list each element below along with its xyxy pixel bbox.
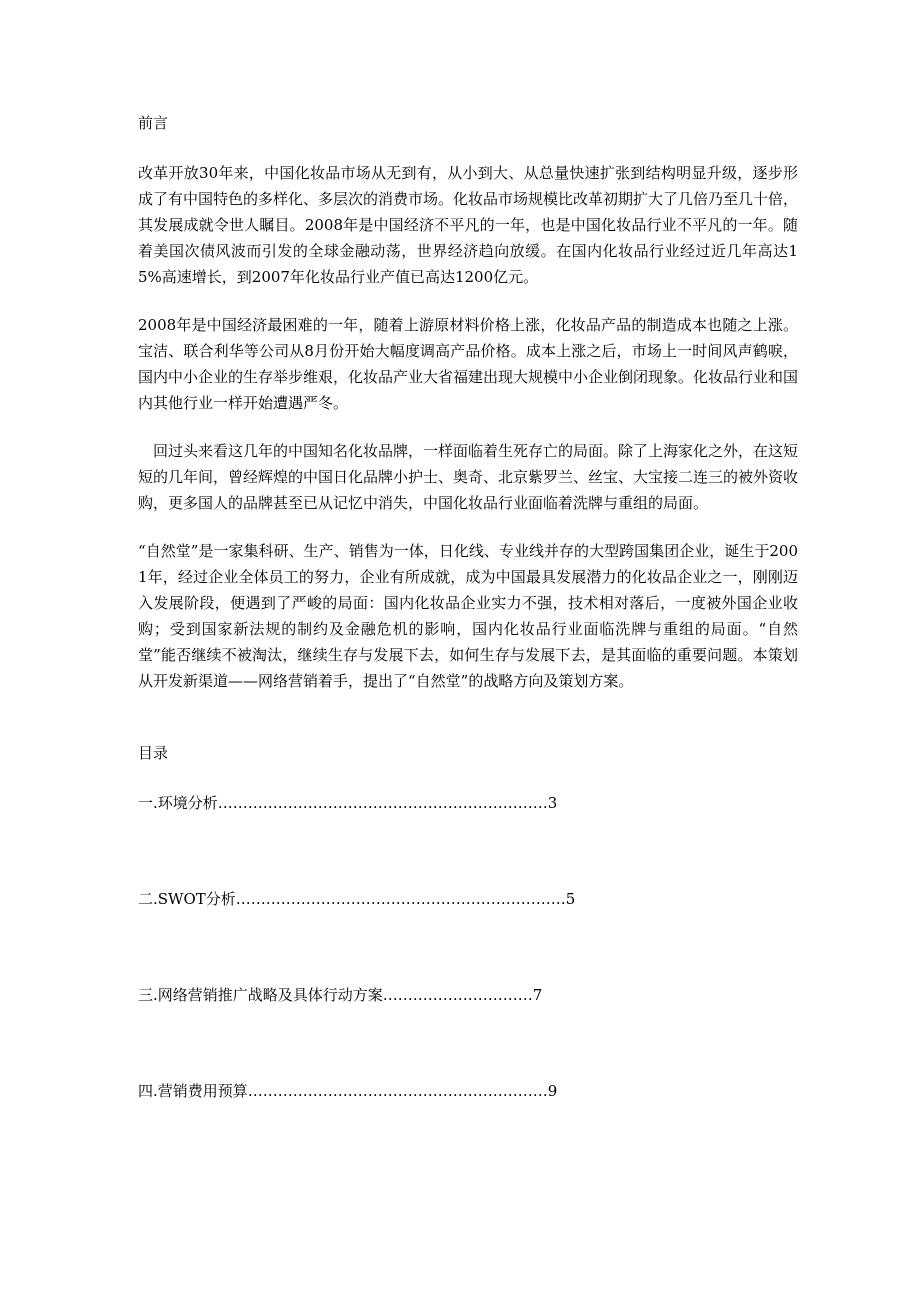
toc-item[interactable]: 二.SWOT分析…………………………………………………………5: [138, 890, 576, 908]
spacer: [138, 816, 798, 886]
document-page: [138, 110, 798, 1104]
preface-paragraph-2: 2008年是中国经济最困难的一年，随着上游原材料价格上涨，化妆品产品的制造成本也随之上涨。宝洁、联合利华等公司从8月份开始大幅度调高产品价格。成本上涨之后，市场上一时间风声鹤唳，国内中小企业的生存举步维艰，化妆品产业大省福建出现大规模中小企业倒闭现象。化妆品行业和国内其他行业一样开始遭遇严冬。: [138, 316, 799, 412]
toc-heading: 目录: [138, 744, 169, 762]
toc-item[interactable]: 三.网络营销推广战略及具体行动方案…………………………7: [138, 986, 543, 1004]
toc-item[interactable]: 一.环境分析…………………………………………………………3: [138, 794, 558, 812]
spacer: [138, 136, 798, 160]
preface-paragraph-1: 改革开放30年来，中国化妆品市场从无到有，从小到大、从总量快速扩张到结构明显升级，逐步形成了有中国特色的多样化、多层次的消费市场。化妆品市场规模比改革初期扩大了几倍乃至几十倍，其发展成就令世人瞩目。2008年是中国经济不平凡的一年，也是中国化妆品行业不平凡的一年。随着美国次债风波而引发的全球金融动荡，世界经济趋向放缓。在国内化妆品行业经过近几年高达15%高速增长，到2007年化妆品行业产值已高达1200亿元。: [138, 164, 799, 286]
spacer: [138, 416, 798, 438]
preface-heading: 前言: [138, 114, 169, 132]
toc-item[interactable]: 四.营销费用预算……………………………………………………9: [138, 1082, 558, 1100]
table-of-contents: [138, 740, 798, 1104]
spacer: [138, 1008, 798, 1078]
preface-paragraph-3: 回过头来看这几年的中国知名化妆品牌，一样面临着生死存亡的局面。除了上海家化之外，在这短短的几年间，曾经辉煌的中国日化品牌小护士、奥奇、北京紫罗兰、丝宝、大宝接二连三的被外资收购，更多国人的品牌甚至已从记忆中消失，中国化妆品行业面临着洗牌与重组的局面。: [138, 442, 799, 512]
spacer: [138, 766, 798, 790]
spacer: [138, 516, 798, 538]
spacer: [138, 290, 798, 312]
preface-paragraph-4: “自然堂”是一家集科研、生产、销售为一体，日化线、专业线并存的大型跨国集团企业，诞生于2001年，经过企业全体员工的努力，企业有所成就，成为中国最具发展潜力的化妆品企业之一，刚刚迈入发展阶段，便遇到了严峻的局面：国内化妆品企业实力不强，技术相对落后，一度被外国企业收购；受到国家新法规的制约及金融危机的影响，国内化妆品行业面临洗牌与重组的局面。“自然堂”能否继续不被淘汰，继续生存与发展下去，如何生存与发展下去，是其面临的重要问题。本策划从开发新渠道——网络营销着手，提出了“自然堂”的战略方向及策划方案。: [138, 542, 798, 690]
spacer: [138, 912, 798, 982]
